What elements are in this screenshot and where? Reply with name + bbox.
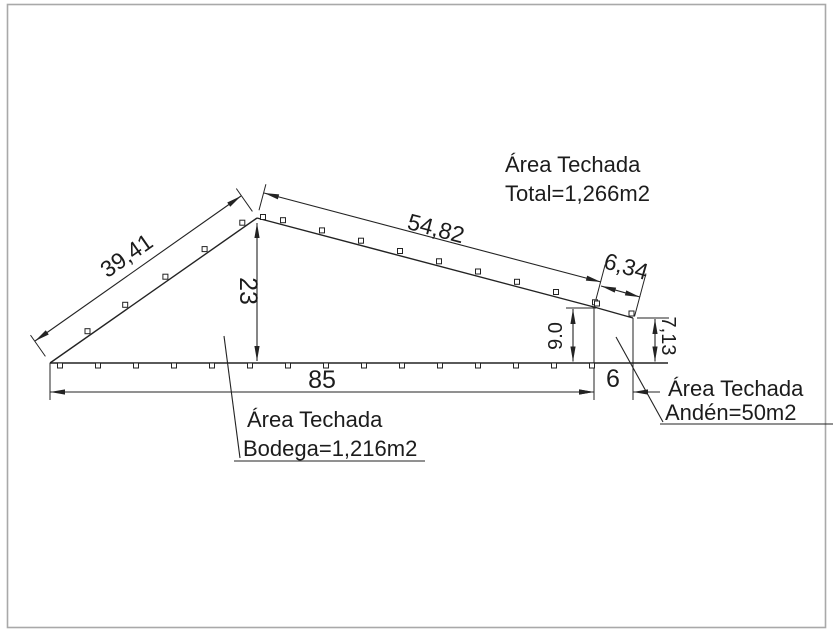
purlin-square [172,363,177,368]
purlin-square [629,311,634,316]
annotation-anden-line1: Área Techada [668,376,804,401]
purlin-square [476,269,481,274]
dimension-label-anden-span: 6 [606,365,620,393]
anden-roof-slope [594,307,633,318]
dimension-bodega-span [50,366,594,394]
dimension-anden-span [570,365,660,393]
purlin-square [476,363,481,368]
purlin-square [85,329,90,334]
page-border [8,5,826,628]
annotation-bodega-area [224,336,425,461]
purlin-square [202,247,207,252]
dimension-label-right-wall-height: 9.0 [545,322,567,350]
purlin-square [240,220,245,225]
purlin-square [359,238,364,243]
annotation-total-line2: Total=1,266m2 [505,181,650,206]
anden-leader-line [616,337,663,422]
purlin-square [123,302,128,307]
annotation-anden-area [616,337,833,425]
left-roof-slope [50,218,257,363]
purlin-square [362,363,367,368]
purlin-square [96,363,101,368]
purlin-square [515,279,520,284]
purlin-square [438,363,443,368]
purlin-square [134,363,139,368]
dimension-label-bodega-span: 85 [308,366,336,394]
purlin-square [552,363,557,368]
purlin-square [320,228,325,233]
annotation-total-line1: Área Techada [505,152,641,177]
annotation-bodega-line1: Área Techada [247,407,383,432]
annotation-total-area [505,152,650,206]
dimension-right-wall-height [545,308,596,362]
purlin-square [398,249,403,254]
purlin-square [261,215,266,220]
purlin-square [286,363,291,368]
dimension-anden-slope [601,248,651,317]
purlin-square [281,218,286,223]
purlin-square [163,274,168,279]
purlin-square [210,363,215,368]
purlin-square [514,363,519,368]
annotation-anden-line2: Andén=50m2 [665,400,797,425]
purlin-square [248,363,253,368]
dimension-ridge-height [234,223,262,361]
purlin-square [437,259,442,264]
bodega-leader-line [224,336,240,458]
purlin-square [400,363,405,368]
dimension-label-anden-slope: 6,34 [601,247,652,285]
purlin-square [554,290,559,295]
dimension-left-slope [31,189,253,357]
purlin-square [58,363,63,368]
purlin-square [595,301,600,306]
dimension-label-ridge-height: 23 [234,277,262,305]
dimension-label-right-slope: 54,82 [404,208,468,249]
dimension-label-left-slope: 39,41 [95,228,158,283]
purlin-square [590,363,595,368]
dimension-anden-wall-height [637,317,679,362]
annotation-bodega-line2: Bodega=1,216m2 [243,436,418,461]
dimension-label-anden-wall-height: 7,13 [657,316,679,356]
